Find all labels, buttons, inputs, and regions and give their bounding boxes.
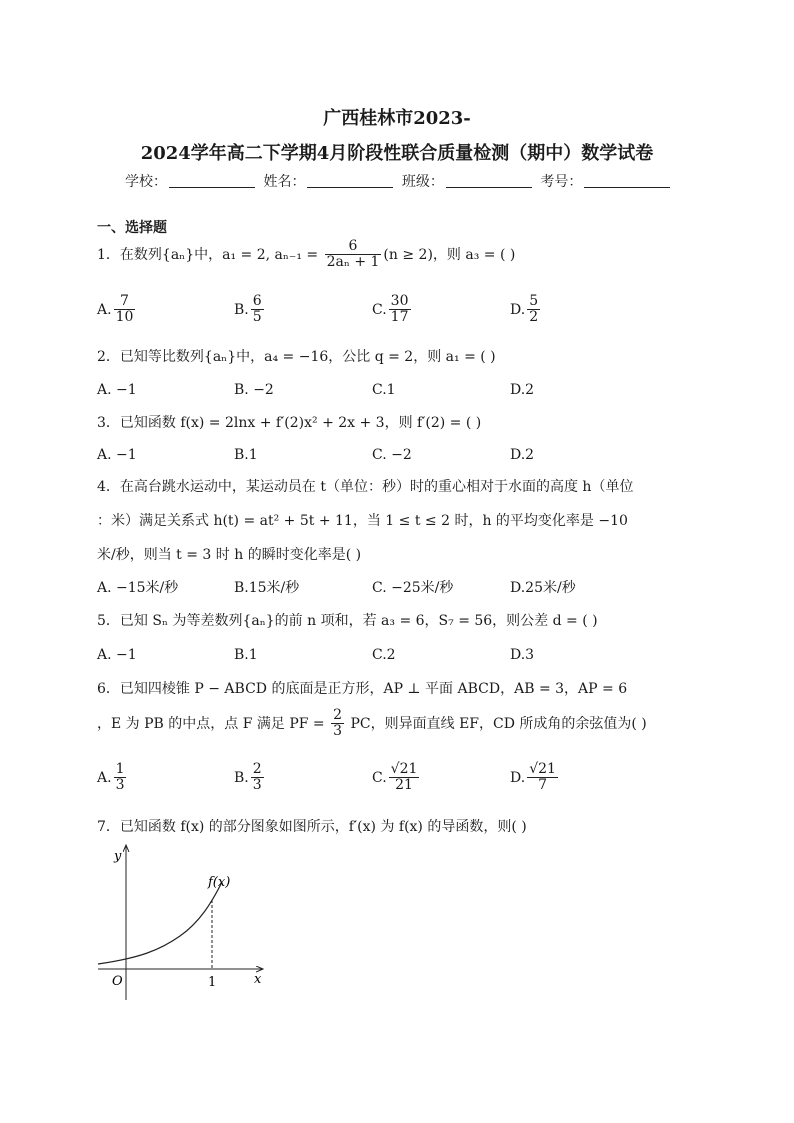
y-axis-label: y [114, 849, 122, 864]
class-blank[interactable] [446, 173, 532, 188]
question-4-line1: 4．在高台跳水运动中，某运动员在 t（单位：秒）时的重心相对于水面的高度 h（单位 [97, 479, 634, 495]
q7-function-graph [90, 840, 280, 1010]
school-label: 学校： [125, 174, 167, 190]
q1-prefix: 1．在数列{aₙ}中，a₁ = 2, aₙ₋₁ = [97, 246, 323, 263]
q4-option-d[interactable]: D.25米/秒 [510, 580, 576, 596]
q3-option-b[interactable]: B.1 [234, 447, 258, 463]
q5-option-d[interactable]: D.3 [510, 647, 535, 663]
option-letter: C. [372, 769, 387, 786]
exam-title-line1: 广西桂林市2023- [323, 108, 471, 129]
option-letter: C. [372, 301, 387, 318]
exam-title-line2: 2024学年高二下学期4月阶段性联合质量检测（期中）数学试卷 [140, 143, 654, 164]
q6-option-b[interactable] [234, 762, 266, 794]
q4-option-a[interactable]: A. −15米/秒 [97, 580, 179, 596]
option-den: 10 [115, 309, 134, 326]
q6-line2-suffix: PC，则异面直线 EF，CD 所成角的余弦值为( ) [346, 715, 647, 732]
q5-option-a[interactable]: A. −1 [97, 647, 137, 663]
function-curve [98, 882, 222, 964]
q2-option-c[interactable]: C.1 [372, 382, 396, 398]
name-blank[interactable] [307, 173, 393, 188]
option-num: 6 [252, 293, 262, 309]
option-letter: A. [97, 301, 112, 318]
option-letter: D. [510, 769, 526, 786]
option-den: 17 [390, 309, 409, 326]
option-letter: D. [510, 301, 526, 318]
q6-fraction [331, 708, 344, 740]
origin-label: O [112, 974, 123, 989]
option-num: 5 [529, 293, 539, 309]
q1-suffix: (n ≥ 2)，则 a₃ = ( ) [383, 246, 516, 263]
option-den: 2 [529, 309, 539, 326]
class-label: 班级： [401, 174, 444, 190]
option-num: √21 [529, 761, 556, 777]
exam-number-label: 考号： [540, 174, 583, 190]
option-num: 2 [252, 761, 262, 777]
exam-number-blank[interactable] [584, 173, 670, 188]
q2-option-d[interactable]: D.2 [510, 382, 535, 398]
option-den: 3 [252, 777, 262, 794]
q1-option-b[interactable] [234, 294, 266, 326]
q4-option-c[interactable]: C. −25米/秒 [372, 580, 454, 596]
q6-option-c[interactable] [372, 762, 421, 794]
q3-option-d[interactable]: D.2 [510, 447, 535, 463]
q5-option-b[interactable]: B.1 [234, 647, 258, 663]
option-letter: A. [97, 769, 112, 786]
option-den: 21 [395, 777, 413, 794]
question-4-line2: ：米）满足关系式 h(t) = at² + 5t + 11，当 1 ≤ t ≤ 2 时，h 的平均变化率是 −10 [97, 513, 628, 529]
q5-option-c[interactable]: C.2 [372, 647, 396, 663]
q6-option-a[interactable] [97, 762, 128, 794]
section-heading: 一、选择题 [97, 220, 167, 236]
option-den: 7 [538, 777, 548, 794]
question-1 [97, 239, 515, 271]
q3-option-c[interactable]: C. −2 [372, 447, 412, 463]
q1-option-d[interactable] [510, 294, 542, 326]
option-den: 5 [252, 309, 262, 326]
q6-frac-num: 2 [333, 707, 343, 723]
q6-line2-prefix: ，E 为 PB 的中点，点 F 满足 PF = [97, 715, 330, 732]
option-letter: B. [234, 301, 249, 318]
q2-option-a[interactable]: A. −1 [97, 382, 137, 398]
q1-fraction [325, 239, 382, 271]
option-den: 3 [115, 777, 125, 794]
name-label: 姓名： [263, 174, 306, 190]
x-axis-label: x [254, 972, 262, 987]
option-num: 7 [114, 294, 136, 310]
q1-option-a[interactable] [97, 294, 137, 326]
option-num: 30 [390, 293, 409, 309]
q1-option-c[interactable] [372, 294, 413, 326]
q6-option-d[interactable] [510, 762, 560, 794]
q1-frac-num: 6 [325, 239, 382, 255]
question-5: 5．已知 Sₙ 为等差数列{aₙ}的前 n 项和，若 a₃ = 6，S₇ = 56，则公差 d = ( ) [97, 613, 598, 629]
question-6-line1: 6．已知四棱锥 P − ABCD 的底面是正方形，AP ⊥ 平面 ABCD，AB = 3，AP = 6 [97, 681, 628, 697]
q6-frac-den: 3 [333, 723, 343, 740]
option-num: 1 [115, 761, 125, 777]
q2-option-b[interactable]: B. −2 [234, 382, 274, 398]
question-6-line2 [97, 708, 647, 740]
question-2: 2．已知等比数列{aₙ}中，a₄ = −16，公比 q = 2，则 a₁ = ( ) [97, 349, 496, 365]
question-7: 7．已知函数 f(x) 的部分图象如图所示，f′(x) 为 f(x) 的导函数，则( ) [97, 819, 527, 835]
question-3: 3．已知函数 f(x) = 2lnx + f′(2)x² + 2x + 3，则 f′(2) = ( ) [97, 415, 482, 431]
q4-option-b[interactable]: B.15米/秒 [234, 580, 300, 596]
tick-label-1: 1 [208, 975, 217, 990]
option-num: √21 [390, 761, 418, 777]
q1-frac-den: 2aₙ + 1 [326, 254, 380, 271]
q3-option-a[interactable]: A. −1 [97, 447, 137, 463]
school-blank[interactable] [169, 173, 255, 188]
curve-label: f(x) [208, 875, 231, 890]
option-letter: B. [234, 769, 249, 786]
student-info-row [125, 171, 674, 191]
question-4-line3: 米/秒，则当 t = 3 时 h 的瞬时变化率是( ) [97, 547, 362, 563]
